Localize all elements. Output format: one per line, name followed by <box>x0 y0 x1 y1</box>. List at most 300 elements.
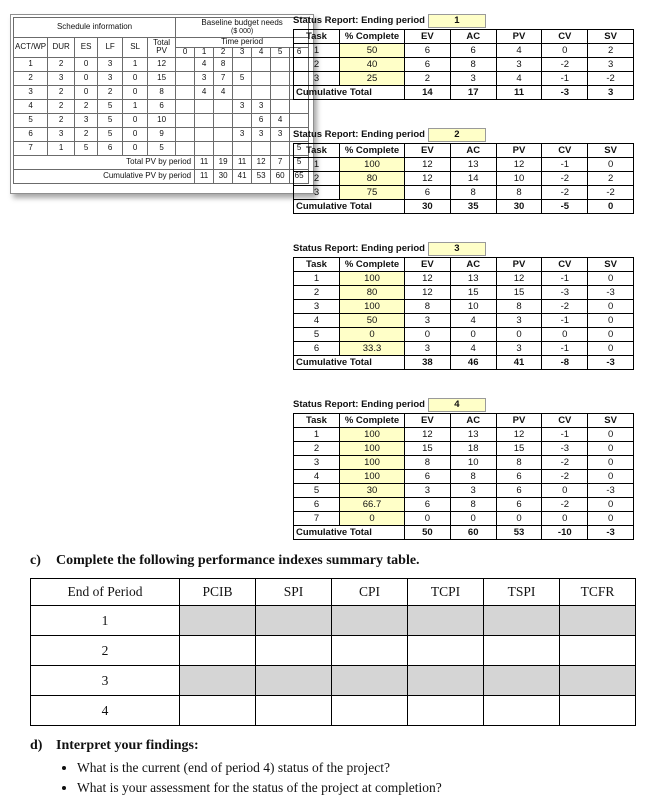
cv-value: -2 <box>542 498 588 512</box>
pv-value: 0 <box>496 328 542 342</box>
pv-value: 12 <box>496 158 542 172</box>
cumulative-ac-value: 35 <box>450 200 496 214</box>
schedule-period-value: 3 <box>233 99 252 113</box>
summary-input-cpi-period-4[interactable] <box>332 696 408 726</box>
pv-value: 12 <box>496 428 542 442</box>
cv-value: -1 <box>542 158 588 172</box>
cumulative-total-row <box>294 86 634 100</box>
schedule-period-value <box>176 127 195 141</box>
performance-index-summary-table <box>30 578 636 726</box>
schedule-task-cell: 0 <box>123 71 148 85</box>
schedule-period-value: 3 <box>252 127 271 141</box>
task-number: 2 <box>294 58 340 72</box>
schedule-task-cell: 0 <box>123 127 148 141</box>
status-row-task-6 <box>294 342 634 356</box>
summary-input-tcfr-period-1[interactable] <box>560 606 636 636</box>
ev-value: 0 <box>405 512 451 526</box>
cv-value: -3 <box>542 442 588 456</box>
schedule-task-row <box>14 71 309 85</box>
pct-complete-value[interactable]: 25 <box>340 72 405 86</box>
cumulative-pv-by-period-value: 30 <box>214 169 233 183</box>
ev-value: 12 <box>405 286 451 300</box>
cv-value: -2 <box>542 456 588 470</box>
pct-complete-value[interactable]: 66.7 <box>340 498 405 512</box>
summary-col-header-tcpi: TCPI <box>408 579 484 606</box>
ev-value: 12 <box>405 172 451 186</box>
schedule-task-row <box>14 57 309 71</box>
schedule-period-label: 2 <box>214 47 233 57</box>
ac-value: 8 <box>450 498 496 512</box>
schedule-task-cell: 2 <box>48 113 75 127</box>
status-row-task-6 <box>294 498 634 512</box>
summary-input-pcib-period-1[interactable] <box>180 606 256 636</box>
pct-complete-value[interactable]: 50 <box>340 314 405 328</box>
schedule-period-value: 4 <box>195 85 214 99</box>
summary-period-label: 3 <box>31 666 180 696</box>
pct-complete-value[interactable]: 100 <box>340 158 405 172</box>
pv-value: 6 <box>496 498 542 512</box>
summary-input-tspi-period-2[interactable] <box>484 636 560 666</box>
ev-value: 3 <box>405 342 451 356</box>
schedule-task-cell: 0 <box>123 141 148 155</box>
sv-value: 0 <box>588 512 634 526</box>
budget-needs-title-line2: ($ 000) <box>231 28 254 36</box>
status-table-period-2 <box>293 143 634 214</box>
status-col-header-pct-complete: % Complete <box>340 414 405 428</box>
schedule-task-cell: 5 <box>14 113 48 127</box>
pv-value: 3 <box>496 342 542 356</box>
schedule-period-value: 8 <box>214 57 233 71</box>
total-pv-by-period-row <box>14 155 309 169</box>
ev-value: 6 <box>405 470 451 484</box>
part-c-label: c) <box>30 553 41 568</box>
status-col-header-ac: AC <box>450 258 496 272</box>
cumulative-sv-value: 0 <box>588 200 634 214</box>
status-row-task-5 <box>294 328 634 342</box>
schedule-task-cell: 2 <box>48 57 75 71</box>
schedule-task-row <box>14 99 309 113</box>
status-col-header-sv: SV <box>588 414 634 428</box>
ev-value: 6 <box>405 44 451 58</box>
cv-value: -1 <box>542 314 588 328</box>
ev-value: 8 <box>405 456 451 470</box>
pct-complete-value[interactable]: 0 <box>340 328 405 342</box>
sv-value: 0 <box>588 428 634 442</box>
summary-input-pcib-period-4[interactable] <box>180 696 256 726</box>
part-d-section <box>30 738 655 798</box>
task-number: 3 <box>294 186 340 200</box>
status-report-period-1 <box>293 14 636 100</box>
ac-value: 4 <box>450 342 496 356</box>
cv-value: 0 <box>542 512 588 526</box>
schedule-information-panel <box>10 14 314 194</box>
schedule-period-value: 5 <box>290 141 309 155</box>
ac-value: 3 <box>450 484 496 498</box>
ac-value: 13 <box>450 428 496 442</box>
summary-input-tcpi-period-1[interactable] <box>408 606 484 636</box>
schedule-period-value <box>176 57 195 71</box>
schedule-task-row <box>14 141 309 155</box>
status-col-header-task: Task <box>294 414 340 428</box>
cumulative-cv-value: -10 <box>542 526 588 540</box>
schedule-period-value: 5 <box>233 71 252 85</box>
summary-input-tcfr-period-4[interactable] <box>560 696 636 726</box>
status-col-header-cv: CV <box>542 30 588 44</box>
ac-value: 15 <box>450 286 496 300</box>
status-col-header-pv: PV <box>496 414 542 428</box>
sv-value: -3 <box>588 286 634 300</box>
task-number: 2 <box>294 442 340 456</box>
summary-input-cpi-period-3[interactable] <box>332 666 408 696</box>
cumulative-pv-value: 53 <box>496 526 542 540</box>
cumulative-ev-value: 50 <box>405 526 451 540</box>
schedule-period-value <box>176 85 195 99</box>
schedule-period-value <box>214 127 233 141</box>
pv-value: 3 <box>496 58 542 72</box>
pct-complete-value[interactable]: 80 <box>340 172 405 186</box>
sv-value: 0 <box>588 158 634 172</box>
task-number: 2 <box>294 172 340 186</box>
cv-value: -2 <box>542 300 588 314</box>
schedule-task-cell: 15 <box>148 71 176 85</box>
status-col-header-ac: AC <box>450 30 496 44</box>
ac-value: 4 <box>450 314 496 328</box>
pv-value: 15 <box>496 286 542 300</box>
schedule-period-value <box>252 57 271 71</box>
cumulative-total-row <box>294 526 634 540</box>
summary-input-tspi-period-3[interactable] <box>484 666 560 696</box>
status-col-header-pct-complete: % Complete <box>340 258 405 272</box>
schedule-task-cell: 2 <box>48 85 75 99</box>
status-col-header-ev: EV <box>405 258 451 272</box>
question-current-status: • What is the current (end of period 4) status of the project? <box>77 759 655 777</box>
schedule-task-cell: 10 <box>148 113 176 127</box>
schedule-task-cell: 2 <box>75 127 98 141</box>
summary-col-header-spi: SPI <box>256 579 332 606</box>
schedule-period-value: 3 <box>233 127 252 141</box>
task-number: 4 <box>294 314 340 328</box>
summary-input-cpi-period-2[interactable] <box>332 636 408 666</box>
budget-needs-title-line1: Baseline budget needs <box>201 18 283 28</box>
cv-value: 0 <box>542 328 588 342</box>
ac-value: 10 <box>450 456 496 470</box>
ac-value: 10 <box>450 300 496 314</box>
cumulative-pv-value: 11 <box>496 86 542 100</box>
cumulative-total-label: Cumulative Total <box>294 200 405 214</box>
summary-period-label: 1 <box>31 606 180 636</box>
schedule-period-value <box>214 99 233 113</box>
schedule-task-row <box>14 113 309 127</box>
status-reports <box>293 14 636 568</box>
schedule-period-label: 6 <box>290 47 309 57</box>
schedule-period-value <box>195 99 214 113</box>
schedule-task-cell: 2 <box>48 99 75 113</box>
sv-value: 0 <box>588 470 634 484</box>
summary-input-pcib-period-3[interactable] <box>180 666 256 696</box>
cumulative-sv-value: -3 <box>588 526 634 540</box>
summary-row-period-3 <box>31 666 636 696</box>
summary-input-tcpi-period-4[interactable] <box>408 696 484 726</box>
schedule-period-value <box>176 141 195 155</box>
cumulative-pv-value: 41 <box>496 356 542 370</box>
schedule-period-value: 7 <box>214 71 233 85</box>
schedule-period-value <box>252 85 271 99</box>
cumulative-ac-value: 17 <box>450 86 496 100</box>
status-row-task-3 <box>294 186 634 200</box>
task-number: 4 <box>294 470 340 484</box>
pct-complete-value[interactable]: 30 <box>340 484 405 498</box>
status-report-title-row <box>293 14 636 28</box>
question-completion-status: • What is your assessment for the status of the project at completion? <box>77 779 655 797</box>
task-number: 1 <box>294 44 340 58</box>
schedule-task-cell: 6 <box>148 99 176 113</box>
total-pv-by-period-value: 5 <box>290 155 309 169</box>
sv-value: 0 <box>588 342 634 356</box>
ac-value: 0 <box>450 328 496 342</box>
ac-value: 18 <box>450 442 496 456</box>
schedule-col-header-act-wp: ACT/WP <box>14 38 48 58</box>
sv-value: 0 <box>588 328 634 342</box>
task-number: 3 <box>294 456 340 470</box>
status-row-task-3 <box>294 72 634 86</box>
pct-complete-value[interactable]: 100 <box>340 470 405 484</box>
status-col-header-sv: SV <box>588 258 634 272</box>
period-number-cell[interactable]: 4 <box>428 398 486 412</box>
cumulative-pv-by-period-value: 65 <box>290 169 309 183</box>
pct-complete-value[interactable]: 75 <box>340 186 405 200</box>
cv-value: -3 <box>542 286 588 300</box>
part-c-heading <box>30 553 640 569</box>
task-number: 5 <box>294 328 340 342</box>
schedule-task-cell: 0 <box>123 113 148 127</box>
part-d-heading <box>30 738 655 754</box>
budget-needs-title <box>176 18 309 38</box>
schedule-period-value <box>176 99 195 113</box>
status-report-title: Status Report: Ending period <box>293 243 425 254</box>
summary-input-tspi-period-1[interactable] <box>484 606 560 636</box>
summary-input-spi-period-4[interactable] <box>256 696 332 726</box>
sv-value: 2 <box>588 172 634 186</box>
status-row-task-4 <box>294 314 634 328</box>
sv-value: -3 <box>588 484 634 498</box>
task-number: 1 <box>294 272 340 286</box>
summary-col-header-tcfr: TCFR <box>560 579 636 606</box>
status-col-header-cv: CV <box>542 144 588 158</box>
sv-value: 3 <box>588 58 634 72</box>
status-col-header-task: Task <box>294 30 340 44</box>
status-row-task-4 <box>294 470 634 484</box>
pv-value: 0 <box>496 512 542 526</box>
status-row-task-3 <box>294 300 634 314</box>
sv-value: 0 <box>588 442 634 456</box>
sv-value: 0 <box>588 314 634 328</box>
cumulative-cv-value: -5 <box>542 200 588 214</box>
task-number: 1 <box>294 158 340 172</box>
pct-complete-value[interactable]: 100 <box>340 442 405 456</box>
schedule-task-cell: 5 <box>75 141 98 155</box>
schedule-task-cell: 0 <box>123 85 148 99</box>
status-row-task-1 <box>294 44 634 58</box>
cv-value: -1 <box>542 428 588 442</box>
task-number: 1 <box>294 428 340 442</box>
schedule-task-cell: 3 <box>14 85 48 99</box>
cv-value: -1 <box>542 342 588 356</box>
cumulative-ev-value: 38 <box>405 356 451 370</box>
pct-complete-value[interactable]: 0 <box>340 512 405 526</box>
schedule-task-cell: 6 <box>98 141 123 155</box>
part-d-heading-text: Interpret your findings: <box>56 738 199 753</box>
ac-value: 8 <box>450 470 496 484</box>
status-row-task-3 <box>294 456 634 470</box>
status-report-title: Status Report: Ending period <box>293 129 425 140</box>
summary-input-tcfr-period-2[interactable] <box>560 636 636 666</box>
schedule-period-value <box>176 71 195 85</box>
total-pv-by-period-value: 11 <box>233 155 252 169</box>
summary-row-period-1 <box>31 606 636 636</box>
schedule-task-cell: 4 <box>14 99 48 113</box>
schedule-period-value <box>252 141 271 155</box>
status-col-header-cv: CV <box>542 414 588 428</box>
total-pv-by-period-value: 12 <box>252 155 271 169</box>
period-number-cell[interactable]: 3 <box>428 242 486 256</box>
schedule-period-value <box>195 127 214 141</box>
part-c-section <box>30 553 640 726</box>
ev-value: 2 <box>405 72 451 86</box>
ev-value: 12 <box>405 428 451 442</box>
status-report-title-row <box>293 242 636 256</box>
schedule-task-cell: 0 <box>75 57 98 71</box>
summary-input-tcpi-period-2[interactable] <box>408 636 484 666</box>
pct-complete-value[interactable]: 100 <box>340 428 405 442</box>
pct-complete-value[interactable]: 100 <box>340 300 405 314</box>
status-col-header-ev: EV <box>405 30 451 44</box>
schedule-task-cell: 6 <box>14 127 48 141</box>
pct-complete-value[interactable]: 33.3 <box>340 342 405 356</box>
cv-value: -2 <box>542 58 588 72</box>
period-number-cell[interactable]: 2 <box>428 128 486 142</box>
schedule-task-cell: 2 <box>75 99 98 113</box>
ac-value: 13 <box>450 158 496 172</box>
status-row-task-1 <box>294 272 634 286</box>
sv-value: -2 <box>588 72 634 86</box>
summary-input-tspi-period-4[interactable] <box>484 696 560 726</box>
summary-input-spi-period-1[interactable] <box>256 606 332 636</box>
schedule-task-cell: 2 <box>14 71 48 85</box>
schedule-table <box>13 17 309 184</box>
summary-input-tcfr-period-3[interactable] <box>560 666 636 696</box>
cumulative-cv-value: -8 <box>542 356 588 370</box>
status-table-period-4 <box>293 413 634 540</box>
status-row-task-5 <box>294 484 634 498</box>
cumulative-ac-value: 60 <box>450 526 496 540</box>
pv-value: 6 <box>496 470 542 484</box>
schedule-col-header-sl: SL <box>123 38 148 58</box>
pv-value: 4 <box>496 72 542 86</box>
status-report-period-2 <box>293 128 636 214</box>
schedule-task-cell: 0 <box>75 71 98 85</box>
status-report-title-row <box>293 398 636 412</box>
cumulative-pv-by-period-value: 60 <box>271 169 290 183</box>
ac-value: 3 <box>450 72 496 86</box>
cumulative-total-label: Cumulative Total <box>294 526 405 540</box>
schedule-col-header-total-pv: Total PV <box>148 38 176 58</box>
ac-value: 6 <box>450 44 496 58</box>
schedule-period-value: 6 <box>252 113 271 127</box>
pct-complete-value[interactable]: 100 <box>340 272 405 286</box>
status-col-header-task: Task <box>294 258 340 272</box>
cumulative-cv-value: -3 <box>542 86 588 100</box>
status-col-header-ac: AC <box>450 144 496 158</box>
pct-complete-value[interactable]: 80 <box>340 286 405 300</box>
ev-value: 12 <box>405 272 451 286</box>
schedule-period-value: 4 <box>195 57 214 71</box>
ev-value: 6 <box>405 186 451 200</box>
schedule-period-value <box>233 57 252 71</box>
status-col-header-pct-complete: % Complete <box>340 144 405 158</box>
status-row-task-2 <box>294 442 634 456</box>
schedule-period-label: 1 <box>195 47 214 57</box>
status-col-header-cv: CV <box>542 258 588 272</box>
schedule-task-cell: 3 <box>75 113 98 127</box>
schedule-task-cell: 7 <box>14 141 48 155</box>
status-col-header-ev: EV <box>405 144 451 158</box>
ev-value: 0 <box>405 328 451 342</box>
status-col-header-sv: SV <box>588 30 634 44</box>
schedule-task-cell: 12 <box>148 57 176 71</box>
pv-value: 6 <box>496 484 542 498</box>
summary-row-period-4 <box>31 696 636 726</box>
cv-value: -1 <box>542 72 588 86</box>
cumulative-pv-by-period-row <box>14 169 309 183</box>
cumulative-ev-value: 14 <box>405 86 451 100</box>
task-number: 2 <box>294 286 340 300</box>
pct-complete-value[interactable]: 100 <box>340 456 405 470</box>
cumulative-pv-by-period-value: 41 <box>233 169 252 183</box>
pv-value: 8 <box>496 186 542 200</box>
summary-input-spi-period-3[interactable] <box>256 666 332 696</box>
schedule-task-cell: 8 <box>148 85 176 99</box>
task-number: 7 <box>294 512 340 526</box>
schedule-col-header-es: ES <box>75 38 98 58</box>
status-col-header-ac: AC <box>450 414 496 428</box>
period-number-cell[interactable]: 1 <box>428 14 486 28</box>
time-period-label: Time period <box>176 38 309 48</box>
schedule-period-value <box>214 113 233 127</box>
ev-value: 12 <box>405 158 451 172</box>
ev-value: 6 <box>405 58 451 72</box>
summary-input-cpi-period-1[interactable] <box>332 606 408 636</box>
schedule-task-row <box>14 85 309 99</box>
summary-input-pcib-period-2[interactable] <box>180 636 256 666</box>
status-col-header-pct-complete: % Complete <box>340 30 405 44</box>
summary-input-tcpi-period-3[interactable] <box>408 666 484 696</box>
pct-complete-value[interactable]: 50 <box>340 44 405 58</box>
summary-input-spi-period-2[interactable] <box>256 636 332 666</box>
summary-row-period-2 <box>31 636 636 666</box>
total-pv-by-period-value: 11 <box>195 155 214 169</box>
status-report-period-4 <box>293 398 636 540</box>
cumulative-pv-value: 30 <box>496 200 542 214</box>
schedule-period-value <box>271 99 290 113</box>
status-report-title-row <box>293 128 636 142</box>
schedule-period-value <box>271 85 290 99</box>
pct-complete-value[interactable]: 40 <box>340 58 405 72</box>
schedule-period-value <box>214 141 233 155</box>
schedule-period-value <box>271 141 290 155</box>
cumulative-total-label: Cumulative Total <box>294 356 405 370</box>
pv-value: 3 <box>496 314 542 328</box>
summary-period-label: 2 <box>31 636 180 666</box>
